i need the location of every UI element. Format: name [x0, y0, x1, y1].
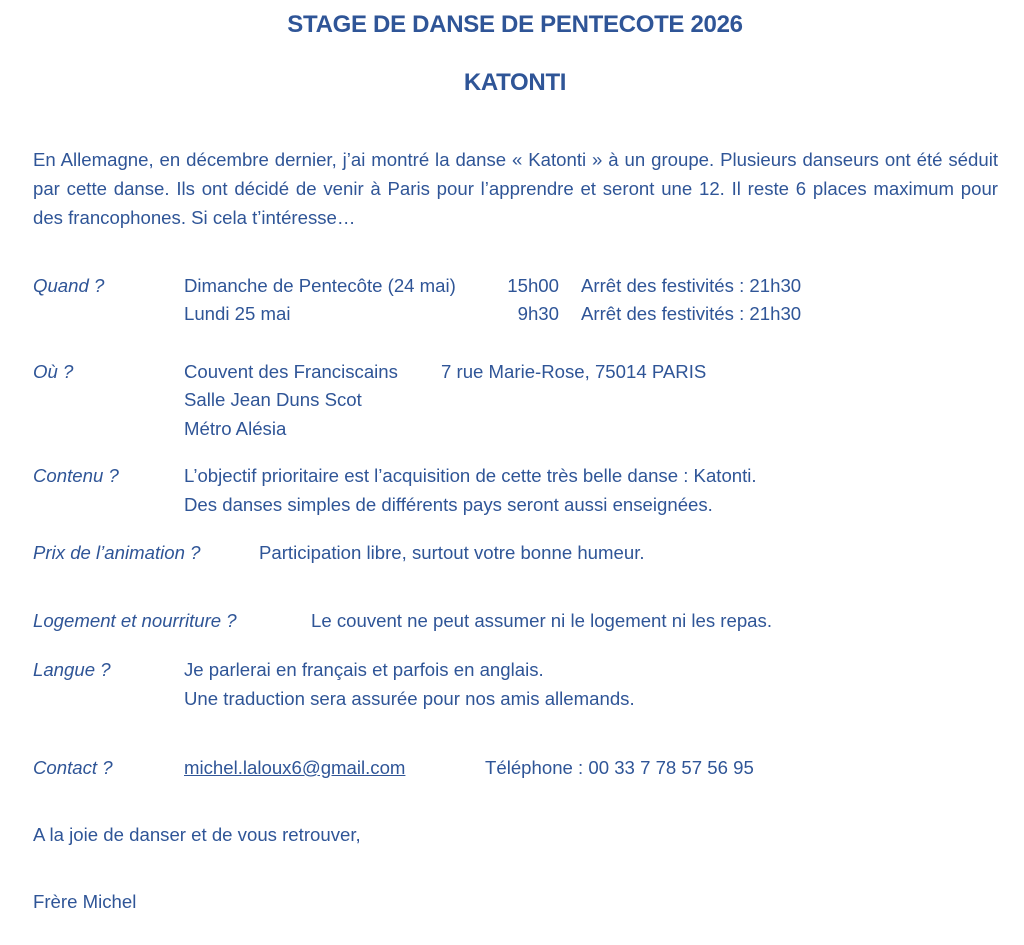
prix-label: Prix de l’animation ? [33, 542, 201, 563]
ou-address: 7 rue Marie-Rose, 75014 PARIS [441, 361, 707, 382]
contact-phone: Téléphone : 00 33 7 78 57 56 95 [485, 757, 754, 778]
closing-text: A la joie de danser et de vous retrouver, [33, 824, 361, 845]
quand-label: Quand ? [33, 275, 105, 296]
quand-time-2: 9h30 [517, 303, 559, 324]
quand-day-2: Lundi 25 mai [184, 303, 291, 324]
logement-label: Logement et nourriture ? [33, 610, 237, 631]
contenu-line-2: Des danses simples de différents pays seront aussi enseignées. [184, 494, 713, 515]
page-title: STAGE DE DANSE DE PENTECOTE 2026 [287, 11, 743, 38]
ou-label: Où ? [33, 361, 74, 382]
ou-metro: Métro Alésia [184, 418, 287, 439]
contact-label: Contact ? [33, 757, 113, 778]
page-subtitle: KATONTI [463, 69, 567, 96]
quand-day-1: Dimanche de Pentecôte (24 mai) [184, 275, 456, 296]
quand-end-2: Arrêt des festivités : 21h30 [581, 303, 802, 324]
contact-email-link[interactable]: michel.laloux6@gmail.com [184, 757, 406, 778]
signature: Frère Michel [33, 891, 137, 912]
ou-place: Couvent des Franciscains [184, 361, 398, 382]
quand-time-1: 15h00 [507, 275, 559, 296]
ou-room: Salle Jean Duns Scot [184, 389, 362, 410]
contenu-line-1: L’objectif prioritaire est l’acquisition de cette très belle danse : Katonti. [184, 465, 757, 486]
quand-end-1: Arrêt des festivités : 21h30 [581, 275, 802, 296]
logement-text: Le couvent ne peut assumer ni le logement ni les repas. [311, 610, 772, 631]
intro-paragraph [33, 145, 998, 232]
intro-text: En Allemagne, en décembre dernier, j’ai montré la danse « Katonti » à un groupe. Plusieurs danseurs ont été séduit par cette danse. Ils ont décidé de venir à Paris pour l’apprendre et seront une 12. Il reste 6 places maximum pour des francophones. Si cela t’intéresse… [33, 149, 998, 228]
contenu-label: Contenu ? [33, 465, 119, 486]
langue-line-1: Je parlerai en français et parfois en anglais. [184, 659, 544, 680]
langue-line-2: Une traduction sera assurée pour nos amis allemands. [184, 688, 635, 709]
langue-label: Langue ? [33, 659, 111, 680]
prix-text: Participation libre, surtout votre bonne humeur. [259, 542, 645, 563]
